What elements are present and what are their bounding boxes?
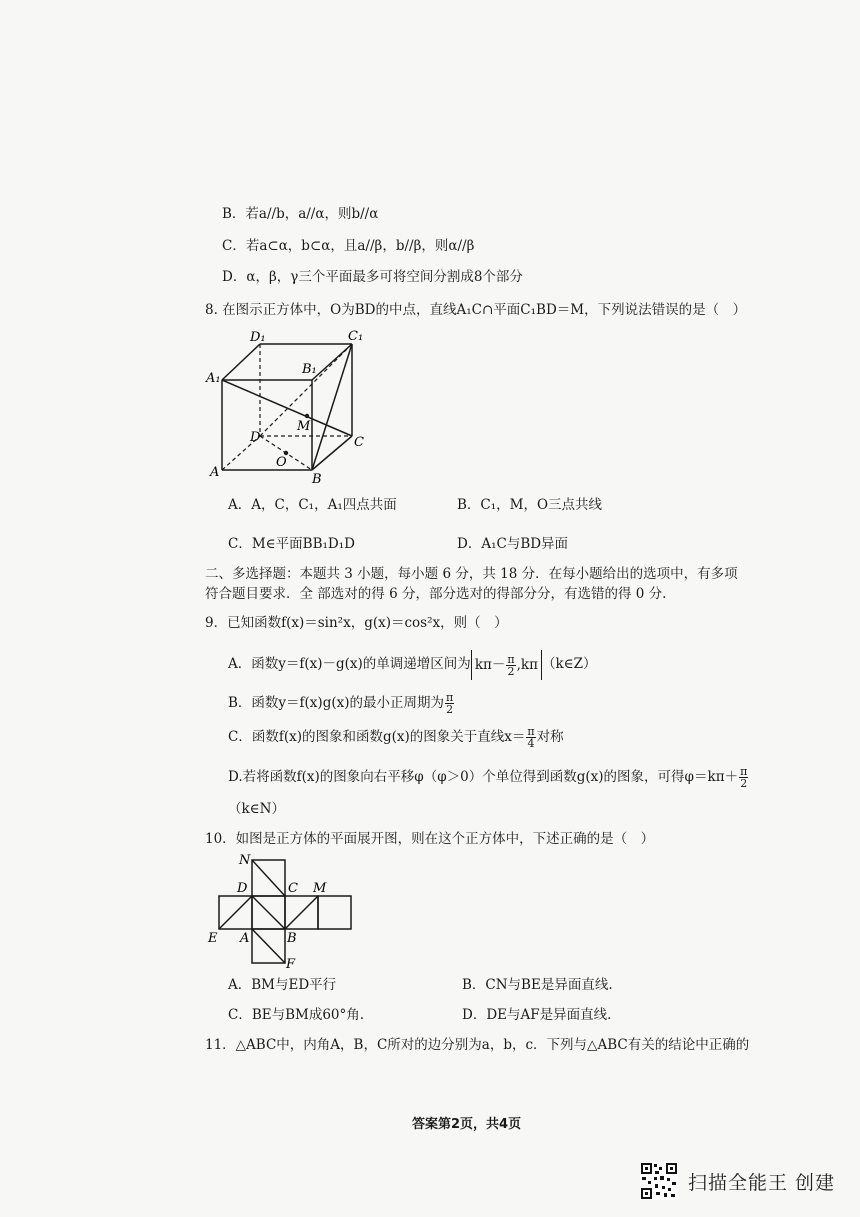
q10-option-c: C．BE与BM成60°角. [228,1007,365,1023]
q9-option-b-text: B．函数y＝f(x)g(x)的最小正周期为 [228,695,444,711]
fraction-pi-2: $\frac{\pi}{2}$ [740,765,748,790]
q9-option-c-post: 对称 [536,729,564,745]
q9-option-a-post: （k∈Z） [541,656,597,672]
q10-option-b: B．CN与BE是异面直线. [462,977,613,993]
q8-option-a: A．A，C，C₁，A₁四点共面 [228,497,397,513]
fraction-pi-2: $\frac{\pi}{2}$ [507,652,515,678]
label-b1: B₁ [302,362,317,377]
net-label-f: F [286,957,296,970]
q9-option-a-text: A．函数y＝f(x)－g(x)的单调递增区间为 [228,656,471,672]
q9-option-d-text: D.若将函数f(x)的图象向右平移φ（φ＞0）个单位得到函数g(x)的图象，可得φ＝kπ＋ [228,769,739,785]
q11-stem: 11．△ABC中，内角A，B，C所对的边分别为a，b，c．下列与△ABC有关的结论中正确的 [205,1037,750,1053]
net-label-d: D [237,881,248,896]
net-label-c: C [288,881,298,896]
q7-option-c: C．若a⊂α，b⊂α，且a//β，b//β，则α//β [222,238,475,254]
label-m: M [297,419,311,434]
section2-line2: 符合题目要求．全 部选对的得 6 分，部分选对的得部分分，有选错的得 0 分. [205,586,667,602]
label-c1: C₁ [348,329,364,344]
label-b: B [312,472,322,487]
q7-option-b: B．若a//b，a//α，则b//α [222,206,379,222]
fraction-pi-2: $\frac{\pi}{2}$ [445,691,454,716]
page-footer: 答案第2页，共4页 [412,1117,522,1132]
q10-option-d: D．DE与AF是异面直线. [462,1007,612,1023]
label-c: C [354,435,364,450]
q9-option-c-text: C．函数f(x)的图象和函数g(x)的图象关于直线x＝ [228,729,526,745]
net-label-b: B [287,931,297,946]
fraction-pi-4: $\frac{\pi}{4}$ [527,725,535,750]
q8-option-c: C．M∈平面BB₁D₁D [228,536,355,552]
scanner-watermark [640,1162,835,1200]
net-label-e: E [208,931,218,946]
q9-option-b [228,688,455,718]
q8-option-d: D．A₁C与BD异面 [457,536,569,552]
q9-option-d-cont: （k∈N） [228,801,285,817]
label-o: O [276,455,287,470]
q9-option-d [228,762,749,792]
q10-stem: 10．如图是正方体的平面展开图，则在这个正方体中，下述正确的是（ ） [205,831,655,847]
q8-option-b: B．C₁，M，O三点共线 [457,497,603,513]
net-label-m: M [313,881,327,896]
label-d: D [250,430,261,445]
q9-option-c [228,722,564,752]
q7-option-d: D．α，β，γ三个平面最多可将空间分割成8个部分 [222,269,523,285]
net-label-n: N [239,853,251,868]
label-a: A [210,465,220,480]
q10-option-a: A．BM与ED平行 [228,977,337,993]
label-d1: D₁ [250,330,266,345]
interval-right: ,kπ [516,656,538,673]
q8-stem: 8. 在图示正方体中，O为BD的中点，直线A₁C∩平面C₁BD＝M，下列说法错误的是（ ） [205,302,747,318]
label-a1: A₁ [206,371,221,386]
cube-net-figure [206,852,366,970]
q9-option-a [228,648,597,680]
interval-bracket [471,650,542,680]
qr-code-icon [640,1162,678,1200]
cube-figure [200,328,380,488]
net-label-a: A [240,931,250,946]
section2-line1: 二、多选择题：本题共 3 小题，每小题 6 分，共 18 分．在每小题给出的选项中，有多项 [205,566,738,582]
interval-left: kπ－ [474,656,506,673]
watermark-text: 扫描全能王 创建 [688,1171,836,1194]
q9-stem: 9．已知函数f(x)＝sin²x，g(x)＝cos²x，则（ ） [205,615,508,631]
